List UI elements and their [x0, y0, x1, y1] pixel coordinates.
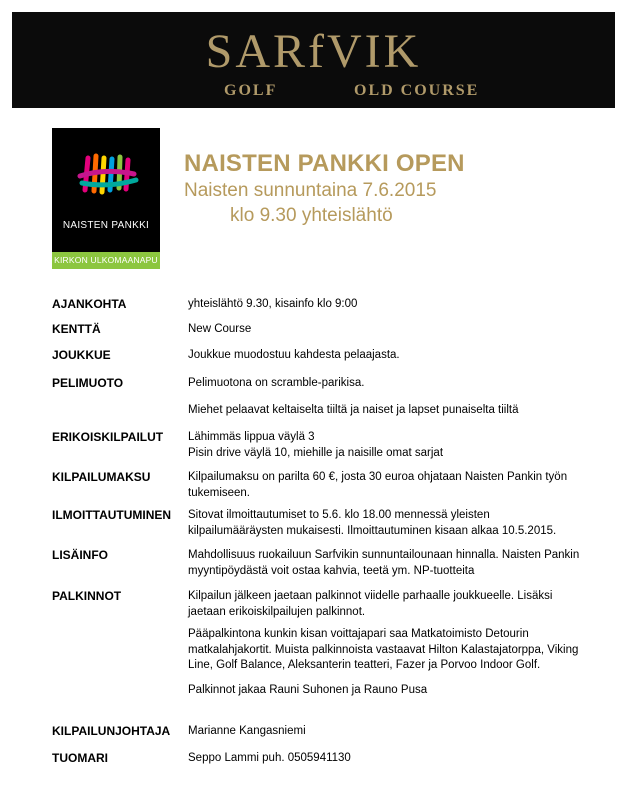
value-line: yhteislähtö 9.30, kisainfo klo 9:00	[188, 298, 358, 310]
value-line: Seppo Lammi puh. 0505941130	[188, 752, 351, 764]
value-line: Kilpailun jälkeen jaetaan palkinnot viidelle parhaalle joukkueelle. Lisäksi	[188, 590, 553, 602]
sarfvik-logo-wordmark: SARfVIK	[205, 25, 422, 78]
value-line: kilpailumääräysten mukaisesti. Ilmoittautuminen kisaan alkaa 10.5.2015.	[188, 524, 557, 537]
value-line: Pisin drive väylä 10, miehille ja naisille omat sarjat	[188, 446, 444, 459]
logo-subtitle-golf: GOLF	[224, 82, 278, 99]
row-label-pelimuoto: PELIMUOTO	[52, 376, 124, 390]
row-value-palkinnot	[188, 589, 593, 620]
value-line: Marianne Kangasniemi	[188, 725, 306, 737]
value-line: Kilpailumaksu on parilta 60 €, josta 30 euroa ohjataan Naisten Pankin työn	[188, 471, 568, 483]
event-title: NAISTEN PANKKI OPEN	[184, 150, 465, 177]
kirkon-ulkomaanapu-tagline: KIRKON ULKOMAANAPU	[52, 252, 160, 269]
row-label-ilmoittautuminen: ILMOITTAUTUMINEN	[52, 508, 172, 522]
value-line: jaetaan erikoiskilpailujen palkinnot.	[188, 605, 366, 618]
value-line: Palkinnot jakaa Rauni Suhonen ja Rauno Pusa	[188, 684, 428, 696]
row-label-erikoiskilpailut: ERIKOISKILPAILUT	[52, 430, 164, 444]
row-label-joukkue: JOUKKUE	[52, 348, 111, 362]
value-line: New Course	[188, 323, 252, 335]
row-value-paapalkinto	[188, 627, 593, 674]
row-value-ajankohta	[188, 297, 593, 313]
colorful-strokes-icon	[52, 128, 160, 218]
row-label-lisainfo: LISÄINFO	[52, 548, 108, 562]
row-value-kilpailunjohtaja	[188, 724, 593, 740]
value-line: myyntipöydästä voit ostaa kahvia, teetä ym. NP-tuotteita	[188, 564, 475, 577]
value-line: Pelimuotona on scramble-parikisa.	[188, 377, 365, 389]
row-value-joukkue	[188, 348, 593, 364]
row-value-kilpailumaksu	[188, 470, 593, 501]
value-line: Sitovat ilmoittautumiset to 5.6. klo 18.00 mennessä yleisten	[188, 509, 490, 521]
value-line: tukemiseen.	[188, 486, 251, 499]
row-label-kilpailumaksu: KILPAILUMAKSU	[52, 470, 151, 484]
row-label-kilpailunjohtaja: KILPAILUNJOHTAJA	[52, 724, 171, 738]
value-line: Mahdollisuus ruokailuun Sarfvikin sunnuntailounaan hinnalla. Naisten Pankin	[188, 549, 580, 561]
row-value-pelimuoto	[188, 376, 593, 392]
naisten-pankki-name: NAISTEN PANKKI	[62, 220, 150, 231]
row-label-kentta: KENTTÄ	[52, 322, 101, 336]
naisten-pankki-logo	[52, 128, 160, 269]
header-banner	[12, 12, 615, 108]
logo-subtitle-old-course: OLD COURSE	[354, 82, 480, 99]
value-line: Miehet pelaavat keltaiselta tiiltä ja naiset ja lapset punaiselta tiiltä	[188, 404, 519, 416]
value-line: Joukkue muodostuu kahdesta pelaajasta.	[188, 349, 400, 361]
value-line: Pääpalkintona kunkin kisan voittajapari saa Matkatoimisto Detourin	[188, 628, 529, 640]
row-label-palkinnot: PALKINNOT	[52, 589, 122, 603]
row-value-kentta	[188, 322, 593, 338]
row-value-ilmoittautuminen	[188, 508, 593, 539]
value-line: Lähimmäs lippua väylä 3	[188, 431, 315, 443]
row-value-tee-info	[188, 403, 593, 419]
event-date: Naisten sunnuntaina 7.6.2015	[184, 180, 437, 201]
row-value-lisainfo	[188, 548, 593, 579]
event-start-time: klo 9.30 yhteislähtö	[230, 205, 393, 226]
row-value-tuomari	[188, 751, 593, 767]
row-label-ajankohta: AJANKOHTA	[52, 297, 127, 311]
row-label-tuomari: TUOMARI	[52, 751, 108, 765]
row-value-palkintojen-jakajat	[188, 683, 593, 699]
value-line: matkalahjakortit. Muista palkinnoista vastaavat Hilton Kalastajatorppa, Viking	[188, 643, 579, 656]
row-value-erikoiskilpailut	[188, 430, 593, 461]
value-line: Line, Golf Balance, Aleksanterin teatteri, Fazer ja Porvoo Indoor Golf.	[188, 659, 541, 672]
